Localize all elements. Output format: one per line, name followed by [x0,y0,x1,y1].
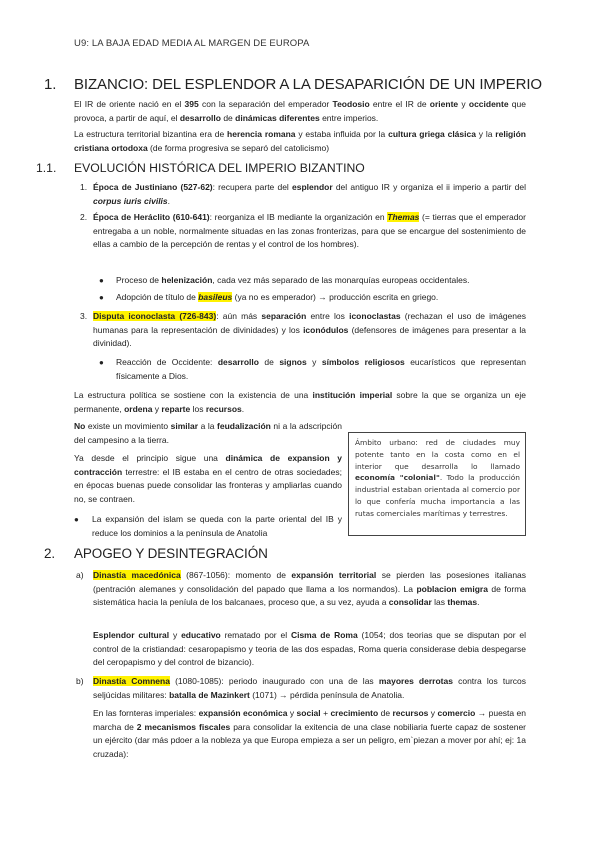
section-1-paragraph-1: El IR de oriente nació en el 395 con la separación del emperador Teodosio entre el IR de oriente y occidente que provoca, a partir de aquí, el desarrollo de dinámicas diferentes entre imperios. [74,99,526,123]
bullet-dot: ● [74,515,79,524]
bullet-dot: ● [99,276,104,285]
section-1-1-number: 1.1. [36,161,57,175]
list-item-heraclito: Época de Heráclito (610-641): reorganiza el IB mediante la organización en Themas (= tierras que el emperador entregaba a un noble, normalmente situadas en las zonas fronterizas, para que se encargue del sostenimiento de ellas a cambio de la percepción de rentas y el control de los hombres). [93,212,526,249]
paragraph-feudalizacion: No existe un movimiento similar a la feudalización ni a la adscripción del campesino a la tierra. [74,421,342,445]
list-marker-1: 1. [80,182,88,192]
bullet-expansion-islam: La expansión del islam se queda con la parte oriental del IB y reduce los dominios a la península de Anatolia [92,514,342,538]
highlight-comnena: Dinastía Comnena [93,676,170,686]
highlight-macedonica: Dinastía macedónica [93,570,181,580]
list-item-justiniano: Época de Justiniano (527-62): recupera parte del esplendor del antiguo IR y organiza el ii imperio a partir del corpus iuris civilis. [93,182,526,206]
section-2-number: 2. [44,546,56,561]
list-item-dinastia-comnena: Dinastía Comnena (1080-1085): periodo inaugurado con una de las mayores derrotas contra los turcos seljúcidas militares: batalla de Mazinkert (1071) → pérdida península de Anatolia. [93,676,527,700]
section-1-number: 1. [44,76,57,93]
sub-bullet-helenizacion: Proceso de helenización, cada vez más separado de las monarquías europeas occidentales. [116,275,470,285]
section-1-1-title: EVOLUCIÓN HISTÓRICA DEL IMPERIO BIZANTINO [74,161,365,175]
highlight-basileus: basileus [198,292,233,302]
sub-bullet-basileus: Adopción de título de basileus (ya no es emperador) → producción escrita en griego. [116,292,439,302]
paragraph-estructura-politica: La estructura política se sostiene con la existencia de una institución imperial sobre la que se organiza un eje permanente, ordena y reparte los recursos. [74,390,526,414]
list-marker-b: b) [76,676,84,686]
paragraph-fronteras-imperiales: En las fornteras imperiales: expansión económica y social + crecimiento de recursos y comercio → puesta en marcha de 2 mecanismos fiscales para consolidar la exitencia de una clase nobiliaria fuerte capaz de sostener un ejército (dar más pdoer a la nobleza ya que Europa empieza a ser un peligro, em`piezan a mover por ahí; ej: 1a cruzada): [93,708,527,759]
running-header: U9: LA BAJA EDAD MEDIA AL MARGEN DE EUROPA [74,38,310,49]
section-2-title: APOGEO Y DESINTEGRACIÓN [74,546,268,561]
note-ambito-urbano: Ámbito urbano: red de ciudades muy potente tanto en la costa como en el interior que desarrolla lo llamado economía "colonial". Todo la producción industrial estaban orientada al comercio por lo que confería mucha importancia a las rutas comerciales marítimas y terrestres. [355,438,520,518]
sub-bullet-reaccion-occidente: Reacción de Occidente: desarrollo de signos y símbolos religiosos eucarísticos que representan físicamente a Dios. [116,357,526,381]
list-marker-3: 3. [80,311,88,321]
paragraph-expansion-contraccion: Ya desde el principio sigue una dinámica de expansion y contracción terrestre: el IB estaba en el centro de otras sociedades; en épocas buenas puede consolidar las fronteras y ampliarlas cuando no, se contraen. [74,453,342,504]
section-1-heading [44,76,564,96]
list-marker-2: 2. [80,212,88,222]
section-1-1-heading [36,161,556,179]
section-1-title: BIZANCIO: DEL ESPLENDOR A LA DESAPARICIÓN DE UN IMPERIO [74,76,542,93]
bullet-dot: ● [99,358,104,367]
highlight-disputa: Disputa iconoclasta (726-843) [93,311,217,321]
section-1-paragraph-2: La estructura territorial bizantina era de herencia romana y estaba influida por la cultura griega clásica y la religión cristiana ortodoxa (de forma progresiva se separó del catolicismo) [74,129,526,153]
list-marker-a: a) [76,570,84,580]
bullet-dot: ● [99,293,104,302]
paragraph-esplendor-cultural: Esplendor cultural y educativo rematado por el Cisma de Roma (1054; dos teorias que se disputan por el control de la cristiandad: cesaropapismo y teoria de las dos espadas, Roma queria considerase debia despegarse del ceropapismo y del control de bizancio). [93,630,526,667]
section-2-heading [44,546,564,566]
highlight-themas: Themas [387,212,420,222]
list-item-dinastia-macedonica: Dinastía macedónica (867-1056): momento de expansión territorial se pierden las posesiones italianas (pentración alemanes y consolidación del papado que llama a los normandos). La poblacion emigra de forma sistemática hacia la peníula de los balcanaes, proceso que, a su vez, ayuda a consolidar las themas. [93,570,527,607]
list-item-disputa-iconoclasta: Disputa iconoclasta (726-843): aún más separación entre los iconoclastas (rechazan el uso de imágenes humanas para la representación de divinidades) y los iconódulos (defensores de imágenes para presentar a la divinidad). [93,311,526,348]
